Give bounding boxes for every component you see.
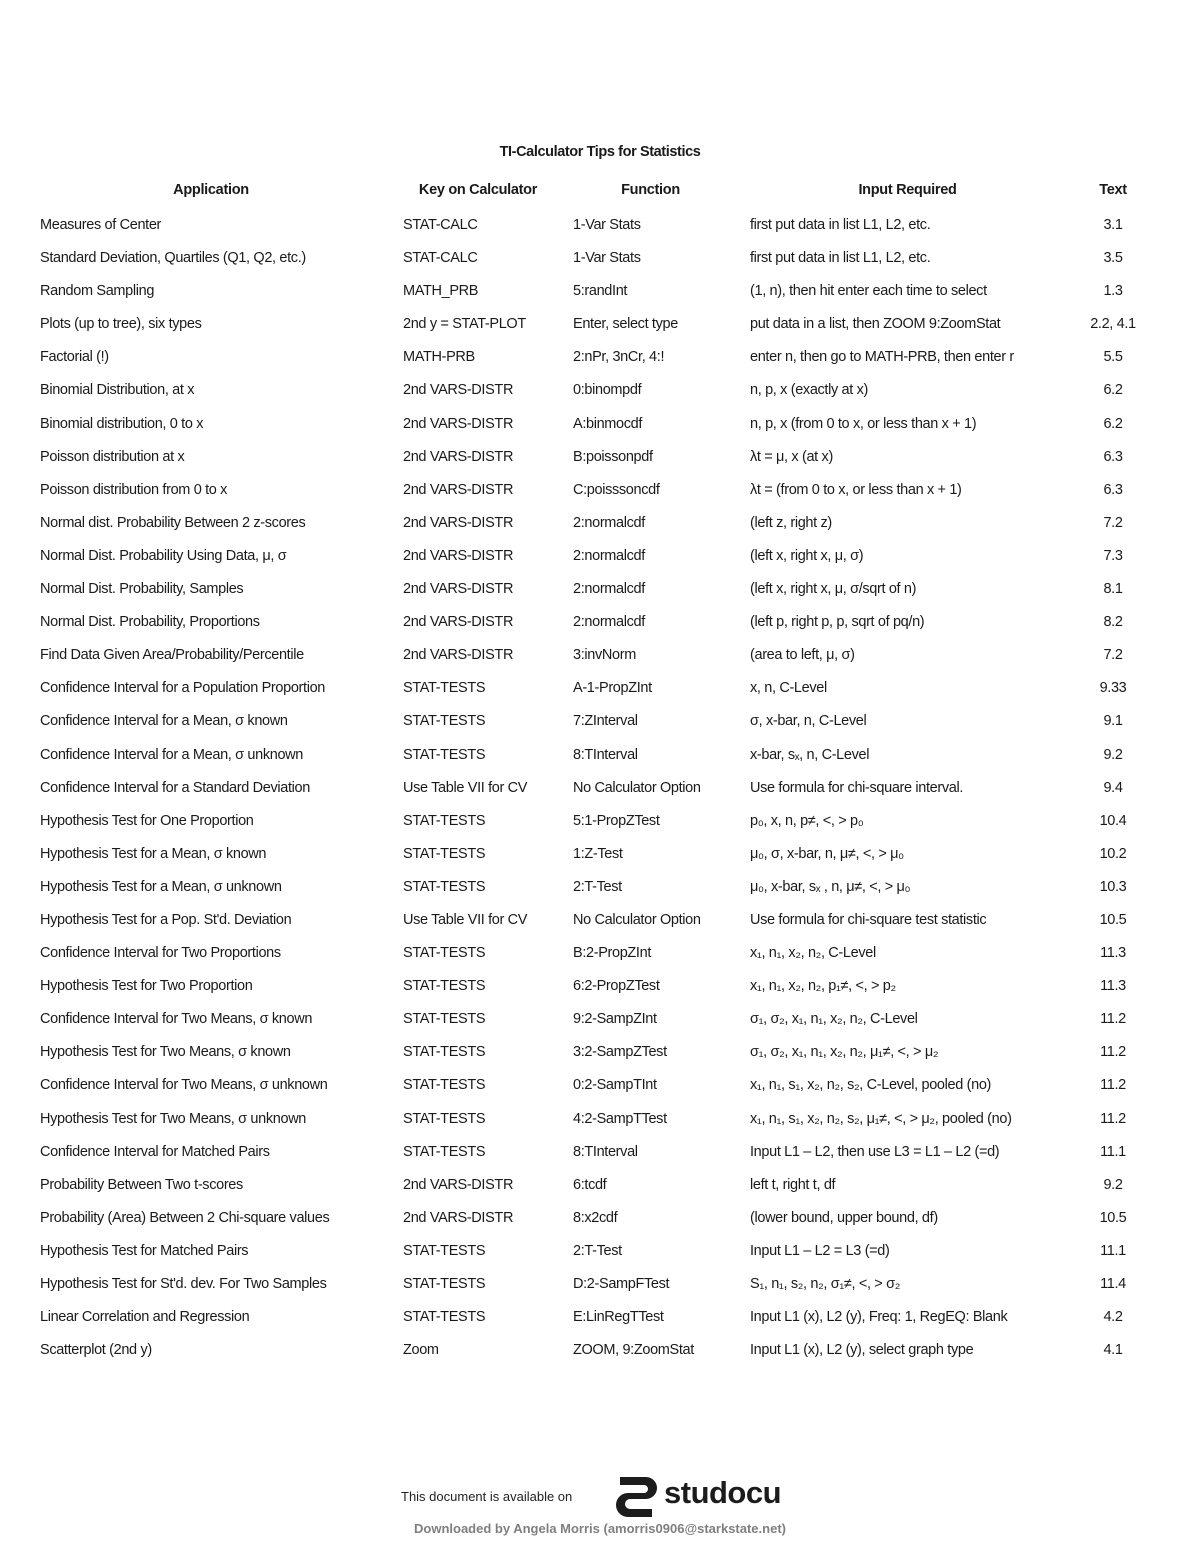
cell-function: 2:normalcdf bbox=[573, 547, 645, 564]
cell-text: 4.1 bbox=[1103, 1342, 1123, 1359]
cell-input: x₁, n₁, x₂, n₂, C-Level bbox=[750, 945, 876, 962]
cell-key: Use Table VII for CV bbox=[403, 911, 528, 928]
cell-input: p₀, x, n, p≠, <, > p₀ bbox=[750, 812, 864, 829]
cell-key: STAT-TESTS bbox=[403, 1309, 486, 1326]
cell-input: n, p, x (from 0 to x, or less than x + 1) bbox=[750, 415, 977, 432]
cell-text: 9.1 bbox=[1103, 713, 1123, 730]
cell-text: 11.4 bbox=[1100, 1276, 1126, 1292]
cell-key: STAT-TESTS bbox=[403, 746, 486, 763]
cell-text: 3.1 bbox=[1103, 217, 1123, 233]
cell-application: Confidence Interval for Two Proportions bbox=[40, 945, 281, 962]
table-row bbox=[0, 214, 1200, 247]
table-header bbox=[0, 182, 1200, 202]
cell-function: 0:binompdf bbox=[573, 382, 642, 399]
cell-key: STAT-TESTS bbox=[403, 812, 486, 829]
cell-input: (left p, right p, p, sqrt of pq/n) bbox=[750, 614, 925, 631]
cell-text: 10.5 bbox=[1099, 911, 1127, 928]
cell-text: 9.2 bbox=[1103, 746, 1123, 763]
cell-application: Random Sampling bbox=[40, 283, 155, 300]
cell-application: Normal Dist. Probability, Proportions bbox=[40, 614, 260, 631]
cell-input: (lower bound, upper bound, df) bbox=[750, 1209, 938, 1226]
cell-key: 2nd VARS-DISTR bbox=[403, 547, 514, 564]
cell-text: 4.2 bbox=[1103, 1309, 1123, 1326]
cell-text: 6.2 bbox=[1103, 382, 1123, 399]
cell-text: 9.4 bbox=[1103, 779, 1123, 796]
cell-function: B:poissonpdf bbox=[573, 448, 653, 465]
cell-input: σ₁, σ₂, x₁, n₁, x₂, n₂, C-Level bbox=[750, 1011, 918, 1028]
cell-key: 2nd VARS-DISTR bbox=[403, 1176, 514, 1193]
table-body bbox=[0, 214, 1200, 1372]
cell-function: 3:invNorm bbox=[573, 647, 636, 664]
cell-application: Confidence Interval for Two Means, σ known bbox=[40, 1011, 313, 1028]
cell-application: Confidence Interval for a Mean, σ known bbox=[40, 713, 288, 730]
table-row bbox=[0, 942, 1200, 975]
table-row bbox=[0, 744, 1200, 777]
cell-function: 2:T-Test bbox=[573, 878, 622, 895]
cell-application: Binomial Distribution, at x bbox=[40, 382, 195, 399]
cell-text: 6.3 bbox=[1103, 448, 1123, 465]
cell-function: 8:x2cdf bbox=[573, 1209, 618, 1226]
cell-key: 2nd VARS-DISTR bbox=[403, 1209, 514, 1226]
table-row bbox=[0, 1074, 1200, 1107]
cell-application: Normal Dist. Probability, Samples bbox=[40, 581, 244, 598]
table-row bbox=[0, 280, 1200, 313]
download-notice: Downloaded by Angela Morris (amorris0906@starkstate.net) bbox=[414, 1521, 786, 1536]
header-input: Input Required bbox=[858, 182, 957, 198]
studocu-brand[interactable]: studocu bbox=[664, 1475, 782, 1510]
cell-function: A-1-PropZInt bbox=[573, 680, 652, 697]
cell-key: STAT-TESTS bbox=[403, 680, 486, 697]
cell-input: Use formula for chi-square test statistic bbox=[750, 911, 987, 928]
cell-key: 2nd VARS-DISTR bbox=[403, 415, 514, 432]
cell-key: STAT-TESTS bbox=[403, 1044, 486, 1061]
cell-key: 2nd VARS-DISTR bbox=[403, 647, 514, 664]
cell-function: 3:2-SampZTest bbox=[573, 1044, 667, 1061]
cell-text: 8.2 bbox=[1103, 614, 1123, 631]
cell-function: 6:tcdf bbox=[573, 1176, 607, 1193]
cell-application: Hypothesis Test for Two Proportion bbox=[40, 978, 253, 995]
cell-input: put data in a list, then ZOOM 9:ZoomStat bbox=[750, 316, 1001, 333]
cell-function: 5:randInt bbox=[573, 283, 628, 300]
cell-application: Hypothesis Test for Two Means, σ unknown bbox=[40, 1110, 307, 1127]
table-row bbox=[0, 677, 1200, 710]
cell-input: (1, n), then hit enter each time to select bbox=[750, 283, 987, 300]
table-row bbox=[0, 777, 1200, 810]
cell-input: first put data in list L1, L2, etc. bbox=[750, 217, 931, 233]
cell-application: Hypothesis Test for St'd. dev. For Two Samples bbox=[40, 1276, 327, 1292]
cell-function: No Calculator Option bbox=[573, 911, 701, 928]
cell-input: Input L1 – L2, then use L3 = L1 – L2 (=d) bbox=[750, 1143, 1000, 1160]
cell-key: STAT-CALC bbox=[403, 250, 478, 267]
table-row bbox=[0, 545, 1200, 578]
table-row bbox=[0, 379, 1200, 412]
cell-application: Binomial distribution, 0 to x bbox=[40, 415, 204, 432]
cell-key: STAT-TESTS bbox=[403, 845, 486, 862]
document-title: TI-Calculator Tips for Statistics bbox=[499, 144, 701, 160]
cell-text: 7.2 bbox=[1103, 647, 1123, 664]
cell-input: Input L1 (x), L2 (y), select graph type bbox=[750, 1342, 974, 1359]
cell-input: x₁, n₁, s₁, x₂, n₂, s₂, μ₁≠, <, > μ₂, pooled (no) bbox=[750, 1110, 1012, 1127]
cell-application: Factorial (!) bbox=[40, 349, 109, 366]
cell-text: 11.2 bbox=[1100, 1011, 1126, 1028]
cell-text: 6.2 bbox=[1103, 415, 1123, 432]
cell-application: Normal dist. Probability Between 2 z-scores bbox=[40, 514, 306, 531]
cell-function: 1-Var Stats bbox=[573, 217, 641, 233]
cell-function: 1-Var Stats bbox=[573, 250, 641, 267]
cell-text: 5.5 bbox=[1103, 349, 1123, 366]
cell-key: 2nd VARS-DISTR bbox=[403, 614, 514, 631]
table-row bbox=[0, 413, 1200, 446]
table-row bbox=[0, 876, 1200, 909]
cell-function: B:2-PropZInt bbox=[573, 945, 651, 962]
cell-application: Scatterplot (2nd y) bbox=[40, 1342, 152, 1359]
cell-text: 11.1 bbox=[1100, 1143, 1126, 1160]
cell-input: x₁, n₁, x₂, n₂, p₁≠, <, > p₂ bbox=[750, 978, 896, 995]
cell-input: λt = (from 0 to x, or less than x + 1) bbox=[750, 481, 962, 498]
cell-text: 11.2 bbox=[1100, 1044, 1126, 1061]
cell-text: 11.1 bbox=[1100, 1242, 1126, 1259]
cell-application: Probability Between Two t-scores bbox=[40, 1176, 243, 1193]
cell-key: Use Table VII for CV bbox=[403, 779, 528, 796]
cell-text: 2.2, 4.1 bbox=[1090, 316, 1136, 333]
cell-key: 2nd y = STAT-PLOT bbox=[403, 316, 526, 333]
cell-key: STAT-TESTS bbox=[403, 945, 486, 962]
table-row bbox=[0, 975, 1200, 1008]
cell-function: 2:normalcdf bbox=[573, 581, 645, 598]
table-row bbox=[0, 1339, 1200, 1372]
table-row bbox=[0, 1141, 1200, 1174]
cell-input: first put data in list L1, L2, etc. bbox=[750, 250, 931, 267]
cell-function: 4:2-SampTTest bbox=[573, 1110, 667, 1127]
cell-key: 2nd VARS-DISTR bbox=[403, 581, 514, 598]
table-row bbox=[0, 1041, 1200, 1074]
cell-input: x₁, n₁, s₁, x₂, n₂, s₂, C-Level, pooled (no) bbox=[750, 1077, 992, 1094]
table-row bbox=[0, 1207, 1200, 1240]
cell-input: (left x, right x, μ, σ) bbox=[750, 547, 864, 564]
table-row bbox=[0, 346, 1200, 379]
cell-text: 7.2 bbox=[1103, 514, 1123, 531]
cell-text: 11.2 bbox=[1100, 1077, 1126, 1094]
cell-text: 11.3 bbox=[1100, 945, 1126, 962]
cell-text: 11.3 bbox=[1100, 978, 1126, 995]
cell-function: D:2-SampFTest bbox=[573, 1276, 670, 1292]
cell-key: MATH-PRB bbox=[403, 349, 475, 366]
cell-application: Confidence Interval for a Standard Deviation bbox=[40, 779, 310, 796]
footer-branding bbox=[0, 1473, 1200, 1523]
table-row bbox=[0, 843, 1200, 876]
cell-key: STAT-TESTS bbox=[403, 978, 486, 995]
cell-function: A:binmocdf bbox=[573, 415, 643, 432]
cell-function: 2:T-Test bbox=[573, 1242, 622, 1259]
cell-application: Hypothesis Test for a Mean, σ unknown bbox=[40, 878, 282, 895]
table-row bbox=[0, 1108, 1200, 1141]
cell-text: 8.1 bbox=[1103, 581, 1123, 598]
cell-key: 2nd VARS-DISTR bbox=[403, 382, 514, 399]
cell-text: 1.3 bbox=[1103, 283, 1123, 300]
cell-text: 7.3 bbox=[1103, 547, 1123, 564]
cell-application: Find Data Given Area/Probability/Percentile bbox=[40, 647, 304, 664]
table-row bbox=[0, 710, 1200, 743]
cell-input: σ, x-bar, n, C-Level bbox=[750, 713, 867, 730]
cell-application: Hypothesis Test for a Mean, σ known bbox=[40, 845, 267, 862]
cell-application: Measures of Center bbox=[40, 217, 162, 233]
cell-input: (left x, right x, μ, σ/sqrt of n) bbox=[750, 581, 917, 598]
table-row bbox=[0, 611, 1200, 644]
cell-input: x-bar, sₓ, n, C-Level bbox=[750, 746, 870, 763]
cell-input: μ₀, x-bar, sₓ , n, μ≠, <, > μ₀ bbox=[750, 878, 911, 895]
cell-function: 0:2-SampTInt bbox=[573, 1077, 657, 1094]
cell-key: MATH_PRB bbox=[403, 283, 479, 300]
table-row bbox=[0, 1174, 1200, 1207]
cell-function: 5:1-PropZTest bbox=[573, 812, 660, 829]
cell-application: Hypothesis Test for Matched Pairs bbox=[40, 1242, 249, 1259]
cell-text: 9.2 bbox=[1103, 1176, 1123, 1193]
cell-input: σ₁, σ₂, x₁, n₁, x₂, n₂, μ₁≠, <, > μ₂ bbox=[750, 1044, 939, 1061]
table-row bbox=[0, 810, 1200, 843]
table-row bbox=[0, 479, 1200, 512]
cell-input: enter n, then go to MATH-PRB, then enter r bbox=[750, 349, 1014, 366]
cell-function: 7:ZInterval bbox=[573, 713, 638, 730]
cell-key: 2nd VARS-DISTR bbox=[403, 514, 514, 531]
cell-key: STAT-TESTS bbox=[403, 1276, 486, 1292]
cell-key: STAT-TESTS bbox=[403, 1077, 486, 1094]
cell-text: 6.3 bbox=[1103, 481, 1123, 498]
cell-application: Hypothesis Test for One Proportion bbox=[40, 812, 254, 829]
cell-text: 10.3 bbox=[1099, 878, 1127, 895]
header-key: Key on Calculator bbox=[418, 182, 538, 198]
cell-text: 10.4 bbox=[1099, 812, 1127, 829]
cell-key: STAT-TESTS bbox=[403, 878, 486, 895]
cell-application: Confidence Interval for a Population Proportion bbox=[40, 680, 326, 697]
cell-function: 2:normalcdf bbox=[573, 514, 645, 531]
cell-key: STAT-TESTS bbox=[403, 1011, 486, 1028]
table-row bbox=[0, 644, 1200, 677]
cell-function: E:LinRegTTest bbox=[573, 1309, 664, 1326]
cell-application: Linear Correlation and Regression bbox=[40, 1309, 250, 1326]
table-row bbox=[0, 578, 1200, 611]
cell-key: STAT-TESTS bbox=[403, 1143, 486, 1160]
cell-application: Probability (Area) Between 2 Chi-square values bbox=[40, 1209, 330, 1226]
table-row bbox=[0, 1273, 1200, 1306]
cell-function: 9:2-SampZInt bbox=[573, 1011, 657, 1028]
cell-function: Enter, select type bbox=[573, 316, 678, 333]
table-row bbox=[0, 1008, 1200, 1041]
cell-function: C:poisssoncdf bbox=[573, 481, 660, 498]
cell-text: 3.5 bbox=[1103, 250, 1123, 267]
cell-function: No Calculator Option bbox=[573, 779, 701, 796]
cell-application: Hypothesis Test for Two Means, σ known bbox=[40, 1044, 291, 1061]
studocu-logo-icon bbox=[612, 1473, 660, 1519]
cell-application: Plots (up to tree), six types bbox=[40, 316, 202, 333]
cell-key: Zoom bbox=[403, 1342, 439, 1359]
cell-application: Confidence Interval for Two Means, σ unknown bbox=[40, 1077, 328, 1094]
cell-application: Poisson distribution at x bbox=[40, 448, 185, 465]
cell-input: (left z, right z) bbox=[750, 514, 832, 531]
cell-application: Poisson distribution from 0 to x bbox=[40, 481, 228, 498]
cell-application: Normal Dist. Probability Using Data, μ, σ bbox=[40, 547, 287, 564]
cell-text: 10.5 bbox=[1099, 1209, 1127, 1226]
table-row bbox=[0, 1306, 1200, 1339]
cell-application: Confidence Interval for Matched Pairs bbox=[40, 1143, 270, 1160]
cell-function: 1:Z-Test bbox=[573, 845, 623, 862]
table-row bbox=[0, 1240, 1200, 1273]
cell-application: Hypothesis Test for a Pop. St'd. Deviation bbox=[40, 911, 292, 928]
cell-function: 2:nPr, 3nCr, 4:! bbox=[573, 349, 665, 366]
cell-function: 2:normalcdf bbox=[573, 614, 645, 631]
cell-key: STAT-CALC bbox=[403, 217, 478, 233]
cell-application: Confidence Interval for a Mean, σ unknown bbox=[40, 746, 304, 763]
table-row bbox=[0, 512, 1200, 545]
cell-input: Input L1 – L2 = L3 (=d) bbox=[750, 1242, 890, 1259]
header-application: Application bbox=[173, 182, 249, 198]
cell-input: S₁, n₁, s₂, n₂, σ₁≠, <, > σ₂ bbox=[750, 1276, 900, 1292]
cell-function: 8:TInterval bbox=[573, 746, 638, 763]
cell-input: n, p, x (exactly at x) bbox=[750, 382, 869, 399]
cell-text: 10.2 bbox=[1099, 845, 1127, 862]
cell-input: x, n, C-Level bbox=[750, 680, 827, 697]
cell-input: Use formula for chi-square interval. bbox=[750, 779, 964, 796]
cell-input: Input L1 (x), L2 (y), Freq: 1, RegEQ: Blank bbox=[750, 1309, 1008, 1326]
cell-key: STAT-TESTS bbox=[403, 1110, 486, 1127]
cell-key: STAT-TESTS bbox=[403, 1242, 486, 1259]
available-text: This document is available on bbox=[401, 1489, 573, 1504]
table-row bbox=[0, 446, 1200, 479]
cell-input: λt = μ, x (at x) bbox=[750, 448, 833, 465]
header-text: Text bbox=[1099, 182, 1127, 198]
cell-text: 9.33 bbox=[1099, 680, 1127, 697]
cell-key: 2nd VARS-DISTR bbox=[403, 481, 514, 498]
cell-key: STAT-TESTS bbox=[403, 713, 486, 730]
cell-input: (area to left, μ, σ) bbox=[750, 647, 855, 664]
table-row bbox=[0, 313, 1200, 346]
cell-input: left t, right t, df bbox=[750, 1176, 836, 1193]
cell-input: μ₀, σ, x-bar, n, μ≠, <, > μ₀ bbox=[750, 845, 904, 862]
cell-function: ZOOM, 9:ZoomStat bbox=[573, 1342, 694, 1359]
cell-application: Standard Deviation, Quartiles (Q1, Q2, etc.) bbox=[40, 250, 306, 267]
cell-key: 2nd VARS-DISTR bbox=[403, 448, 514, 465]
cell-function: 8:TInterval bbox=[573, 1143, 638, 1160]
header-function: Function bbox=[621, 182, 680, 198]
cell-function: 6:2-PropZTest bbox=[573, 978, 660, 995]
table-row bbox=[0, 909, 1200, 942]
cell-text: 11.2 bbox=[1100, 1110, 1126, 1127]
table-row bbox=[0, 247, 1200, 280]
